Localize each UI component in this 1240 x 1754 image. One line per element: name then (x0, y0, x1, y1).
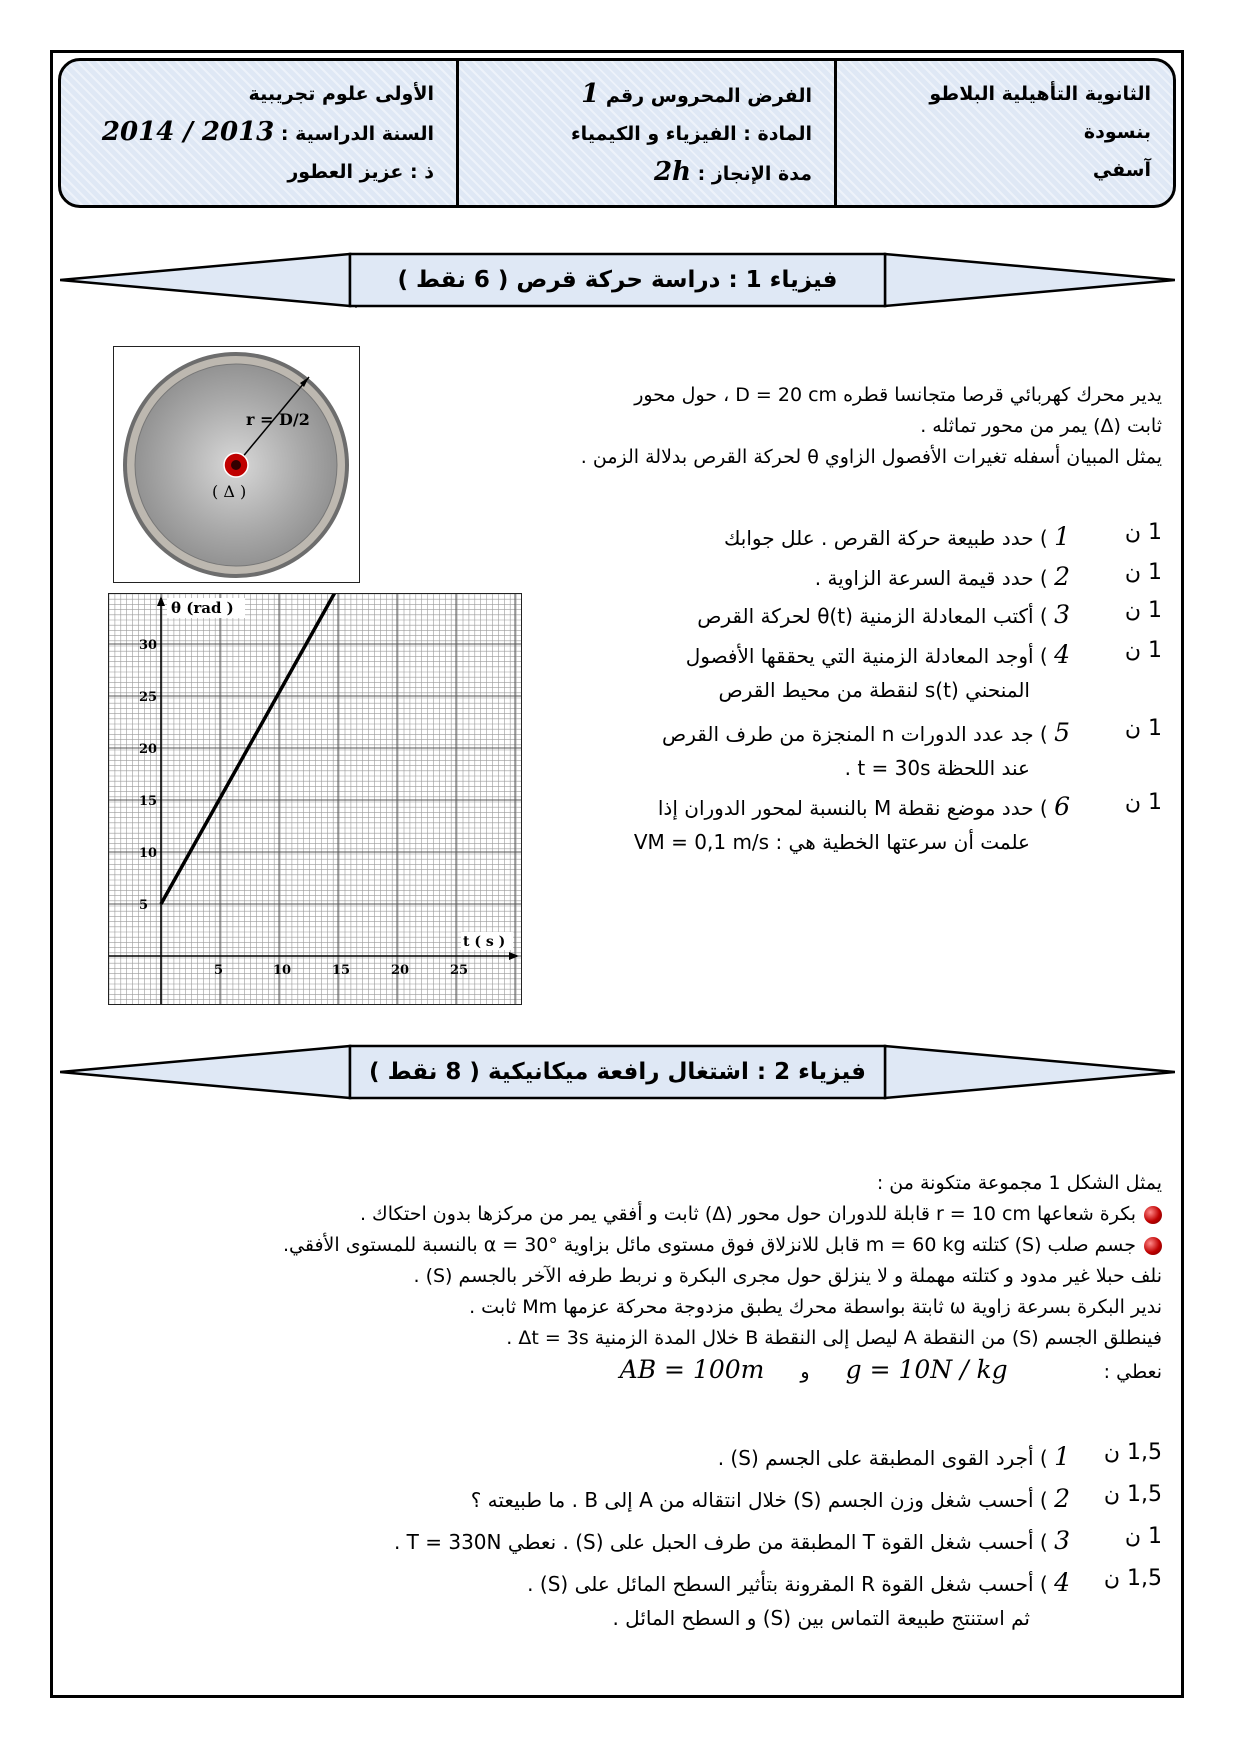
x-tick-label: 15 (332, 963, 351, 978)
y-tick-label: 30 (139, 638, 158, 653)
x-tick-label: 20 (391, 963, 410, 978)
disc-drawing (114, 347, 359, 582)
intro-line-1: يدير محرك كهربائي قرصا متجانسا قطره D = 20 cm ، حول محور (634, 384, 1162, 406)
x-axis-label: t ( s ) (463, 934, 506, 950)
x-axis-arrow-icon (509, 952, 519, 960)
p1-points-3: 1 ن (1124, 598, 1162, 623)
p2-intro-line-4: نلف حبلا غير مدود و كتلته مهملة و لا ينزلق حول مجرى البكرة و نربط طرفه الآخر بالجسم (S) . (413, 1265, 1162, 1287)
p1-points-5: 1 ن (1124, 716, 1162, 741)
school-year-label: السنة الدراسية : (280, 123, 434, 145)
physics1-title: فيزياء 1 : دراسة حركة قرص ( 6 نقط ) (397, 267, 838, 293)
axis-label: ( Δ ) (212, 482, 247, 501)
y-tick-label: 25 (139, 690, 158, 705)
teacher-name: ذ : عزيز العطور (287, 161, 434, 183)
p2-intro-line-3: جسم صلب (S) كتلته m = 60 kg قابل للانزلاق فوق مستوى مائل بزاوية α = 30° بالنسبة للمستوى الأفقي. (282, 1234, 1136, 1256)
p1-question-1: 1 ) حدد طبيعة حركة القرص . علل جوابك (723, 522, 1070, 551)
p2-intro-line-1: يمثل الشكل 1 مجموعة متكونة من : (876, 1172, 1162, 1194)
school-name: الثانوية التأهيلية البلاطو بنسودة (929, 83, 1151, 143)
p1-points-6: 1 ن (1124, 790, 1162, 815)
p2-intro-line-7: نعطي : (1103, 1361, 1162, 1383)
p1-points-1: 1 ن (1124, 520, 1162, 545)
p2-question-2: 2 ) أحسب شغل وزن الجسم (S) خلال انتقاله من A إلى B . ما طبيعته ؟ (470, 1484, 1070, 1513)
exam-header (58, 58, 1176, 208)
p1-question-2: 2 ) حدد قيمة السرعة الزاوية . (814, 562, 1070, 591)
physics1-intro (462, 380, 1162, 473)
y-tick-label: 15 (139, 794, 158, 809)
p1-question-5: 5 ) جد عدد الدورات n المنجزة من طرف القرص عند اللحظة t = 30s . (662, 718, 1070, 780)
header-exam-info (459, 61, 837, 205)
y-tick-label: 5 (139, 898, 149, 913)
p2-intro-line-6: فينطلق الجسم (S) من النقطة A ليصل إلى النقطة B خلال المدة الزمنية Δt = 3s . (506, 1327, 1162, 1349)
physics2-title: فيزياء 2 : اشتغال رافعة ميكانيكية ( 8 نقط ) (369, 1059, 866, 1085)
intro-line-2: ثابت (Δ) يمر من محور تماثله . (920, 415, 1162, 437)
given-and: و (800, 1361, 810, 1383)
p1-question-3: 3 ) أكتب المعادلة الزمنية θ(t) لحركة القرص (697, 600, 1070, 629)
p2-points-4: 1,5 ن (1103, 1566, 1162, 1591)
p2-question-3: 3 ) أحسب شغل القوة T المطبقة من طرف الحبل على (S) . نعطي T = 330N . (393, 1526, 1070, 1555)
disc-figure (113, 346, 360, 583)
physics2-intro (102, 1168, 1162, 1388)
p2-points-2: 1,5 ن (1103, 1482, 1162, 1507)
p2-points-1: 1,5 ن (1103, 1440, 1162, 1465)
class-name: الأولى علوم تجريبية (248, 83, 434, 105)
given-ab: AB = 100m (619, 1355, 765, 1384)
bullet-icon (1144, 1206, 1162, 1224)
p1-points-4: 1 ن (1124, 638, 1162, 663)
x-tick-label: 25 (450, 963, 469, 978)
subject: المادة : الفيزياء و الكيمياء (570, 123, 812, 145)
radius-label: r = D/2 (246, 410, 310, 429)
exam-number: 1 (581, 79, 600, 109)
header-school-info (837, 61, 1173, 205)
y-tick-label: 10 (139, 846, 158, 861)
theta-graph (108, 593, 522, 1005)
duration-value: 2h (654, 157, 692, 187)
p1-question-6: 6 ) حدد موضع نقطة M بالنسبة لمحور الدوران إذا علمت أن سرعتها الخطية هي : VM = 0,1 m/s (633, 792, 1070, 854)
x-tick-label: 10 (273, 963, 292, 978)
exam-title: الفرض المحروس رقم (605, 85, 812, 107)
physics2-banner (60, 1042, 1175, 1102)
bullet-icon (1144, 1237, 1162, 1255)
y-axis-arrow-icon (157, 596, 165, 606)
given-g: g = 10N / kg (845, 1355, 1008, 1384)
x-tick-label: 5 (214, 963, 224, 978)
school-year-value: 2014 / 2013 (101, 117, 275, 147)
p2-intro-line-5: ندير البكرة بسرعة زاوية ω ثابتة بواسطة محرك يطبق مزدوجة محركة عزمها Mm ثابت . (469, 1296, 1162, 1318)
header-class-info (61, 61, 459, 205)
intro-line-3: يمثل المبيان أسفله تغيرات الأفصول الزاوي θ لحركة القرص بدلالة الزمن . (580, 446, 1162, 468)
school-city: آسفي (1092, 159, 1151, 181)
y-tick-label: 20 (139, 742, 158, 757)
p2-intro-line-2: بكرة شعاعها r = 10 cm قابلة للدوران حول محور (Δ) ثابت و أفقي يمر من مركزها بدون احتكاك . (359, 1203, 1136, 1225)
p2-points-3: 1 ن (1124, 1524, 1162, 1549)
physics1-banner (60, 250, 1175, 310)
p1-question-4: 4 ) أوجد المعادلة الزمنية التي يحققها الأفصول المنحني s(t) لنقطة من محيط القرص (685, 640, 1070, 702)
theta-graph-svg (109, 594, 521, 1004)
p2-question-4: 4 ) أحسب شغل القوة R المقرونة بتأثير السطح المائل على (S) . ثم استنتج طبيعة التماس بين (S) و السطح المائل . (527, 1568, 1070, 1630)
p2-question-1: 1 ) أجرد القوى المطبقة على الجسم (S) . (717, 1442, 1070, 1471)
p1-points-2: 1 ن (1124, 560, 1162, 585)
duration-label: مدة الإنجاز : (697, 163, 812, 185)
y-axis-label: θ (rad ) (171, 599, 234, 617)
